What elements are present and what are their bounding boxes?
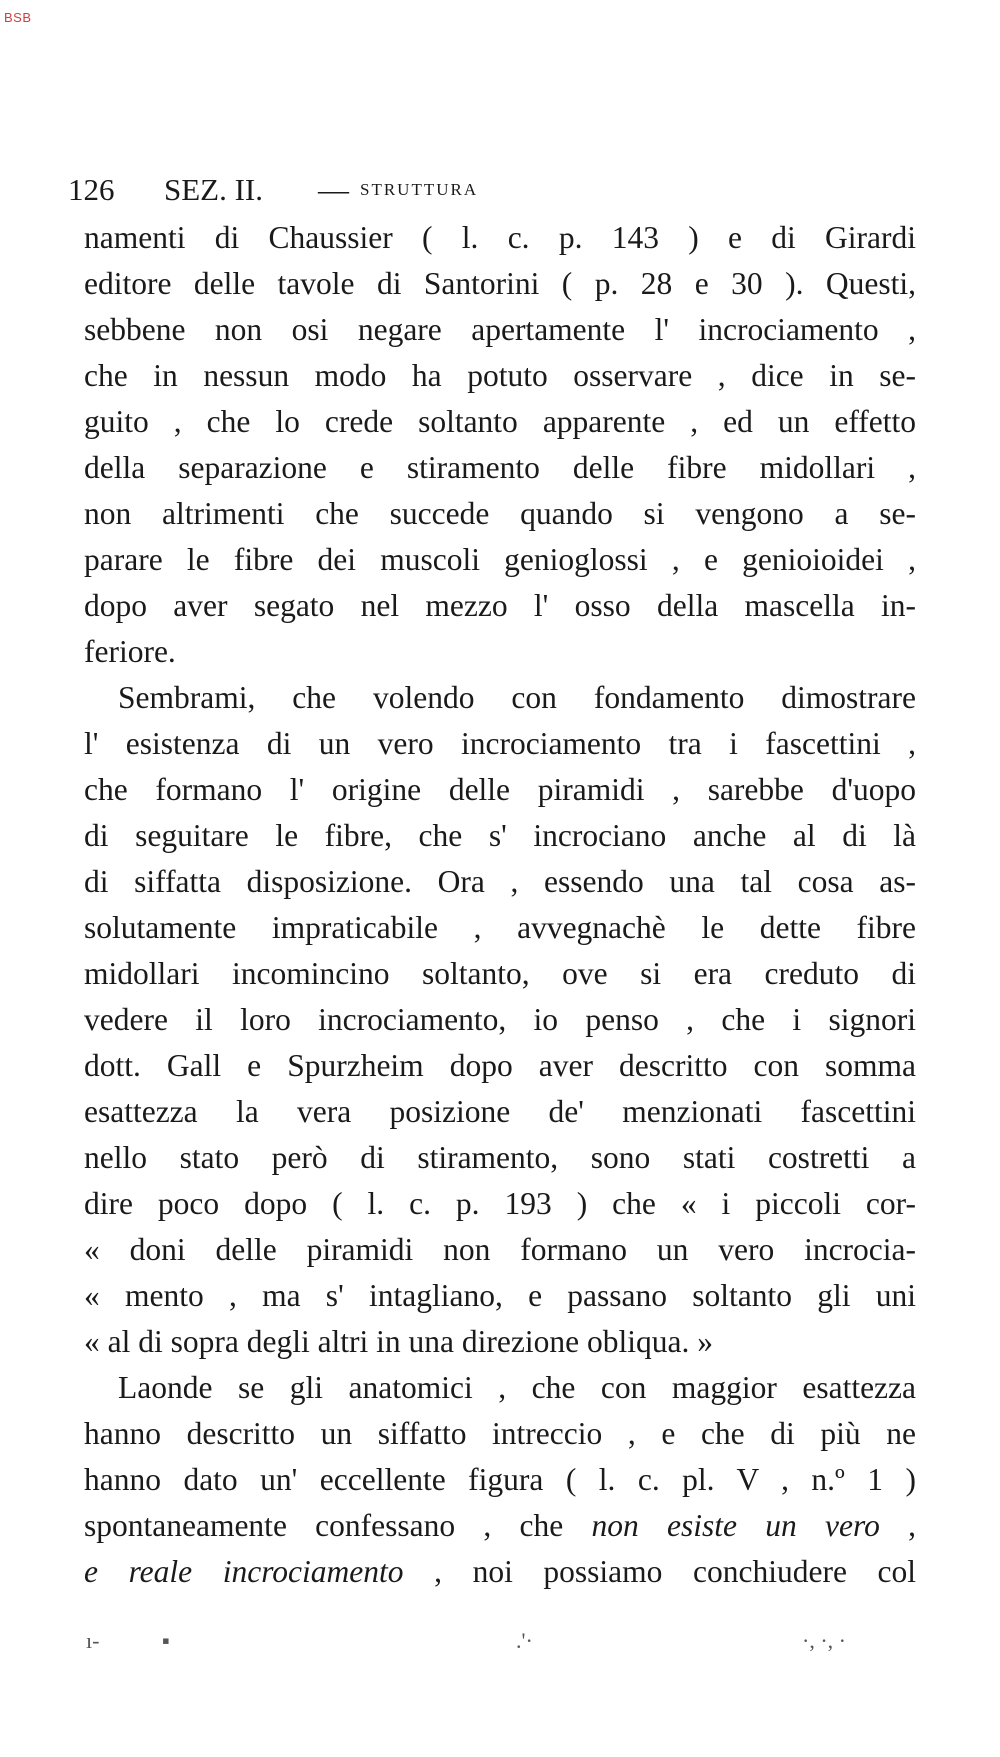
text-line: solutamente impraticabile , avvegnachè le dette fibre xyxy=(84,910,916,945)
text-line: parare le fibre dei muscoli genioglossi , e genioioidei , xyxy=(84,542,916,577)
text-line: « al di sopra degli altri in una direzione obliqua. » xyxy=(84,1324,713,1359)
italic-phrase: e reale incrociamento xyxy=(84,1554,404,1589)
text-fragment: , noi possiamo conchiudere col xyxy=(403,1554,917,1589)
text-line: esattezza la vera posizione de' menzionati fascettini xyxy=(84,1094,916,1129)
text-line-with-italic xyxy=(84,1503,916,1549)
text-line-with-italic xyxy=(84,1549,916,1595)
speck-mark: ·, ·, · xyxy=(802,1628,846,1653)
text-line: sebbene non osi negare apertamente l' incrociamento , xyxy=(84,312,916,347)
text-line: feriore. xyxy=(84,634,176,669)
speck-mark: .'· xyxy=(516,1628,533,1653)
section-label: SEZ. II. xyxy=(164,172,264,207)
text-line: Laonde se gli anatomici , che con maggior esattezza xyxy=(118,1370,916,1405)
text-fragment: , xyxy=(879,1508,916,1543)
italic-phrase: non esiste un vero xyxy=(591,1508,880,1543)
text-line: namenti di Chaussier ( l. c. p. 143 ) e di Girardi xyxy=(84,220,916,255)
text-line: di seguitare le fibre, che s' incrociano anche al di là xyxy=(84,818,916,853)
text-line: dopo aver segato nel mezzo l' osso della mascella in- xyxy=(84,588,916,623)
text-line: l' esistenza di un vero incrociamento tra i fascettini , xyxy=(84,726,916,761)
page-number: 126 xyxy=(68,172,115,207)
text-line: dire poco dopo ( l. c. p. 193 ) che « i piccoli cor- xyxy=(84,1186,916,1221)
text-line: « mento , ma s' intagliano, e passano soltanto gli uni xyxy=(84,1278,916,1313)
text-line: hanno dato un' eccellente figura ( l. c. pl. V , n.º 1 ) xyxy=(84,1462,916,1497)
text-line: guito , che lo crede soltanto apparente , ed un effetto xyxy=(84,404,916,439)
body-text xyxy=(84,215,916,1595)
text-line: vedere il loro incrociamento, io penso , che i signori xyxy=(84,1002,916,1037)
text-line: editore delle tavole di Santorini ( p. 28 e 30 ). Questi, xyxy=(84,266,916,301)
text-fragment: spontaneamente confessano , che xyxy=(84,1508,592,1543)
text-line: della separazione e stiramento delle fibre midollari , xyxy=(84,450,916,485)
speck-mark: ı- xyxy=(86,1628,100,1653)
text-line: dott. Gall e Spurzheim dopo aver descritto con somma xyxy=(84,1048,916,1083)
text-line: che formano l' origine delle piramidi , sarebbe d'uopo xyxy=(84,772,916,807)
header-dash: — xyxy=(318,172,349,207)
text-line: Sembrami, che volendo con fondamento dimostrare xyxy=(118,680,916,715)
text-line: nello stato però di stiramento, sono stati costretti a xyxy=(84,1140,916,1175)
text-line: hanno descritto un siffatto intreccio , e che di più ne xyxy=(84,1416,916,1451)
library-watermark: BSB xyxy=(4,10,32,25)
speck-mark: ▪ xyxy=(162,1628,170,1653)
text-line: di siffatta disposizione. Ora , essendo una tal cosa as- xyxy=(84,864,916,899)
text-line: non altrimenti che succede quando si vengono a se- xyxy=(84,496,916,531)
running-title: STRUTTURA xyxy=(360,180,479,199)
bottom-specks xyxy=(84,1628,916,1658)
text-line: midollari incomincino soltanto, ove si era creduto di xyxy=(84,956,916,991)
text-line: « doni delle piramidi non formano un vero incrocia- xyxy=(84,1232,916,1267)
page-header xyxy=(68,172,928,212)
text-line: che in nessun modo ha potuto osservare , dice in se- xyxy=(84,358,916,393)
